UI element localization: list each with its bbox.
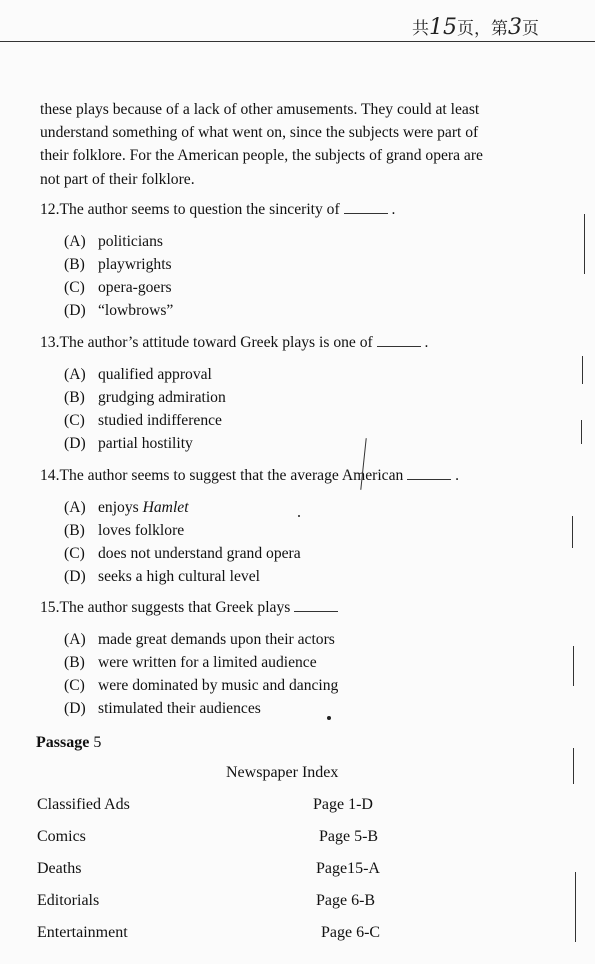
option-text: were dominated by music and dancing: [98, 677, 339, 694]
option-text: seeks a high cultural level: [98, 568, 260, 585]
passage-heading-number: 5: [93, 734, 102, 751]
option-text: loves folklore: [98, 522, 185, 539]
option-label: (A): [64, 366, 86, 383]
passage-5-heading: [36, 734, 101, 752]
header-total-pages: 15: [429, 15, 457, 40]
option-15-a: [64, 631, 335, 649]
option-14-a: [64, 499, 189, 517]
index-page: Page 6-B: [316, 892, 376, 909]
option-label: (D): [64, 700, 86, 717]
answer-blank: [377, 334, 421, 347]
header-prefix: 共: [412, 19, 429, 38]
option-label: (B): [64, 522, 85, 539]
option-text: playwrights: [98, 256, 172, 273]
passage-line: understand something of what went on, since the subjects were part of: [40, 124, 479, 142]
option-text: grudging admiration: [98, 389, 226, 406]
question-tail: .: [424, 334, 429, 351]
option-15-d: [64, 700, 261, 718]
question-stem-text: 13.The author’s attitude toward Greek plays is one of: [40, 334, 373, 351]
option-label: (D): [64, 568, 86, 585]
question-stem-text: 15.The author suggests that Greek plays: [40, 599, 291, 616]
index-section: Deaths: [37, 860, 82, 877]
question-stem-text: 14.The author seems to suggest that the average American: [40, 467, 404, 484]
option-label: (A): [64, 499, 86, 516]
option-label: (D): [64, 435, 86, 452]
index-section: Editorials: [37, 892, 100, 909]
header-rule: [0, 41, 595, 42]
scan-margin-mark: [573, 748, 574, 784]
option-12-b: [64, 256, 172, 274]
option-12-d: [64, 302, 173, 320]
option-13-b: [64, 389, 226, 407]
header-suffix: 页: [522, 19, 539, 38]
question-13-stem: [40, 334, 428, 352]
scan-margin-mark: [573, 646, 574, 686]
option-text: opera-goers: [98, 279, 172, 296]
answer-blank: [294, 599, 338, 612]
option-14-c: [64, 545, 301, 563]
option-label: (B): [64, 256, 85, 273]
option-label: (C): [64, 677, 85, 694]
scan-margin-mark: [582, 356, 583, 384]
option-label: (C): [64, 545, 85, 562]
option-label: (D): [64, 302, 86, 319]
option-text: does not understand grand opera: [98, 545, 301, 562]
option-13-d: [64, 435, 193, 453]
answer-blank: [407, 467, 451, 480]
passage-line: their folklore. For the American people, the subjects of grand opera are: [40, 147, 483, 165]
option-14-d: [64, 568, 260, 586]
index-section: Classified Ads: [37, 796, 130, 813]
option-text: enjoys: [98, 499, 139, 516]
option-12-a: [64, 233, 163, 251]
option-text: studied indifference: [98, 412, 222, 429]
answer-blank: [344, 201, 388, 214]
option-14-b: [64, 522, 184, 540]
scan-dot: [298, 515, 300, 517]
passage-line: these plays because of a lack of other amusements. They could at least: [40, 101, 480, 118]
option-text: qualified approval: [98, 366, 212, 383]
option-label: (A): [64, 233, 86, 250]
question-tail: .: [455, 467, 460, 484]
passage-heading-word: Passage: [36, 734, 90, 751]
question-tail: .: [391, 201, 396, 218]
option-12-c: [64, 279, 172, 297]
scan-margin-mark: [575, 872, 576, 942]
option-text: stimulated their audiences: [98, 700, 261, 717]
scan-margin-mark: [584, 214, 585, 274]
index-title: Newspaper Index: [226, 764, 339, 781]
index-section: Comics: [37, 828, 86, 845]
option-15-c: [64, 677, 338, 695]
question-14-stem: [40, 467, 459, 485]
scan-margin-mark: [581, 420, 582, 444]
index-page: Page 6-C: [321, 924, 381, 941]
scan-margin-mark: [572, 516, 573, 548]
question-12-stem: [40, 201, 395, 219]
page-header: [412, 14, 539, 40]
passage-continuation: [40, 98, 555, 191]
index-page: Page15-A: [316, 860, 380, 877]
option-label: (C): [64, 279, 85, 296]
index-page: Page 1-D: [313, 796, 373, 813]
option-text: politicians: [98, 233, 163, 250]
option-label: (B): [64, 389, 85, 406]
question-15-stem: [40, 599, 338, 617]
option-13-a: [64, 366, 212, 384]
option-label: (B): [64, 654, 85, 671]
option-text: partial hostility: [98, 435, 193, 452]
question-stem-text: 12.The author seems to question the sincerity of: [40, 201, 340, 218]
option-text: made great demands upon their actors: [98, 631, 335, 648]
passage-line: not part of their folklore.: [40, 170, 195, 188]
option-label: (A): [64, 631, 86, 648]
option-title-italic: Hamlet: [142, 499, 189, 516]
option-label: (C): [64, 412, 85, 429]
option-13-c: [64, 412, 222, 430]
index-page: Page 5-B: [319, 828, 379, 845]
header-current-page: 3: [508, 15, 522, 40]
option-text: “lowbrows”: [98, 302, 174, 319]
option-15-b: [64, 654, 317, 672]
scan-dot: [327, 716, 331, 720]
option-text: were written for a limited audience: [98, 654, 317, 671]
index-section: Entertainment: [37, 924, 128, 941]
header-mid: 页，第: [457, 19, 508, 38]
